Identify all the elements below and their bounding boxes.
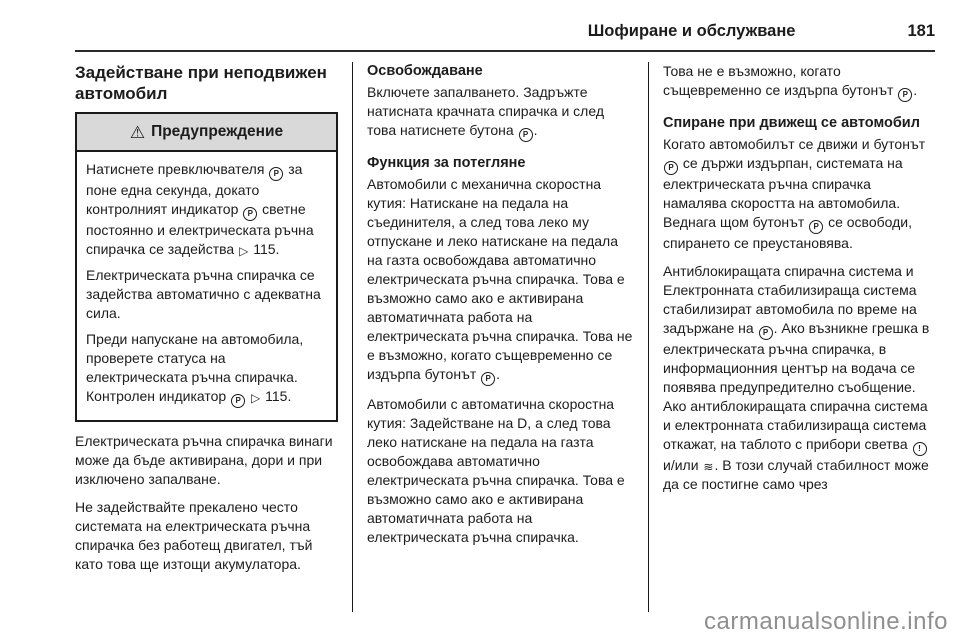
warning-box-header <box>77 114 336 152</box>
parking-brake-button-symbol: P <box>898 88 912 102</box>
parking-brake-button-symbol: P <box>664 161 678 175</box>
warning-box-body <box>77 152 336 420</box>
parking-brake-button-symbol: P <box>481 372 495 386</box>
column-right <box>649 62 935 612</box>
paragraph: Включете запалването. Задръжте натисната крачната спирачка и след това натиснете бутона P . <box>367 83 634 142</box>
abs-warning-symbol: ! <box>913 442 927 456</box>
sub-heading: Функция за потегляне <box>367 155 526 171</box>
parking-brake-button-symbol: P <box>269 167 283 181</box>
text-columns <box>75 62 935 612</box>
sub-heading: Освобождаване <box>367 63 483 79</box>
paragraph: Електрическата ръчна спирачка се задейства автоматично с адекватна сила. <box>86 267 321 321</box>
running-title: Шофиране и обслужване <box>587 22 796 40</box>
parking-brake-button-symbol: P <box>231 394 245 408</box>
sub-heading: Спиране при движещ се автомобил <box>663 115 920 131</box>
paragraph: Преди напускане на автомобила, проверете статуса на електрическата ръчна спирачка. Контролен индикатор P ▷ 115. <box>86 330 327 408</box>
warning-triangle-icon: ⚠ <box>129 122 146 142</box>
parking-brake-button-symbol: P <box>809 220 823 234</box>
warning-box <box>75 112 338 422</box>
paragraph: Не задействайте прекалено често системата на електрическата ръчна спирачка без работещ двигател, тъй като това ще изтощи акумулатора. <box>75 499 313 572</box>
column-left <box>75 62 352 612</box>
paragraph: Това не е възможно, когато същевременно се издърпа бутонът P . <box>663 62 935 102</box>
page-reference-arrow-icon: ▷ <box>251 391 261 405</box>
paragraph: Електрическата ръчна спирачка винаги може да бъде активирана, дори и при изключено запалване. <box>75 433 333 487</box>
paragraph: Антиблокиращата спирачна система и Електронната стабилизираща система стабилизират автомобила по време на задържане на P . Ако възникне грешка в електрическата ръчна спирачка, в информационния център на водача се появява предупредително съобщение. Ако антиблокиращата спирачна система и електронната стабилизираща система откажат, на таблото с прибори светва ! и/или ≋. В този случай стабилност може да се постигне само чрез <box>663 263 930 492</box>
page-reference-arrow-icon: ▷ <box>239 244 249 258</box>
parking-brake-button-symbol: P <box>759 326 773 340</box>
page-number: 181 <box>907 22 935 40</box>
column-middle <box>353 62 648 612</box>
section-heading: Задействане при неподвижен автомобил <box>75 63 327 103</box>
left-column-paragraphs <box>75 432 338 574</box>
watermark: carmanualsonline.info <box>704 608 948 635</box>
header-rule <box>75 50 935 52</box>
warning-box-title: Предупреждение <box>151 123 284 140</box>
paragraph: Натиснете превключвателя P за поне една секунда, докато контролният индикатор P светне постоянно и електрическата ръчна спирачка се задейства ▷ 115. <box>86 161 314 258</box>
page-header <box>75 22 935 41</box>
parking-brake-button-symbol: P <box>519 128 533 142</box>
paragraph: Автомобили с автоматична скоростна кутия: Задействане на D, а след това леко натискане на педала на газта освобождава автоматично електрическата ръчна спирачка. Това е възможно само ако е активирана автоматичната работа на електрическата ръчна спирачка. <box>367 396 625 545</box>
parking-brake-button-symbol: P <box>243 207 257 221</box>
paragraph: Автомобили с механична скоростна кутия: Натискане на педала на съединителя, а след това леко му отпускане и леко натискане на педала на газта освобождава автоматично електрическата ръчна спирачка. Това е възможно само ако е активирана автоматичната работа на електрическата ръчна спирачка. Това не е възможно, когато същевременно се издърпа бутонът P . <box>367 175 634 386</box>
paragraph: Когато автомобилът се движи и бутонът P се държи издърпан, системата на електрическата ръчна спирачка намалява скоростта на автомобила. Веднага щом бутонът P се освободи, спирането се преустановява. <box>663 136 926 251</box>
esc-warning-symbol: ≋ <box>703 460 714 474</box>
